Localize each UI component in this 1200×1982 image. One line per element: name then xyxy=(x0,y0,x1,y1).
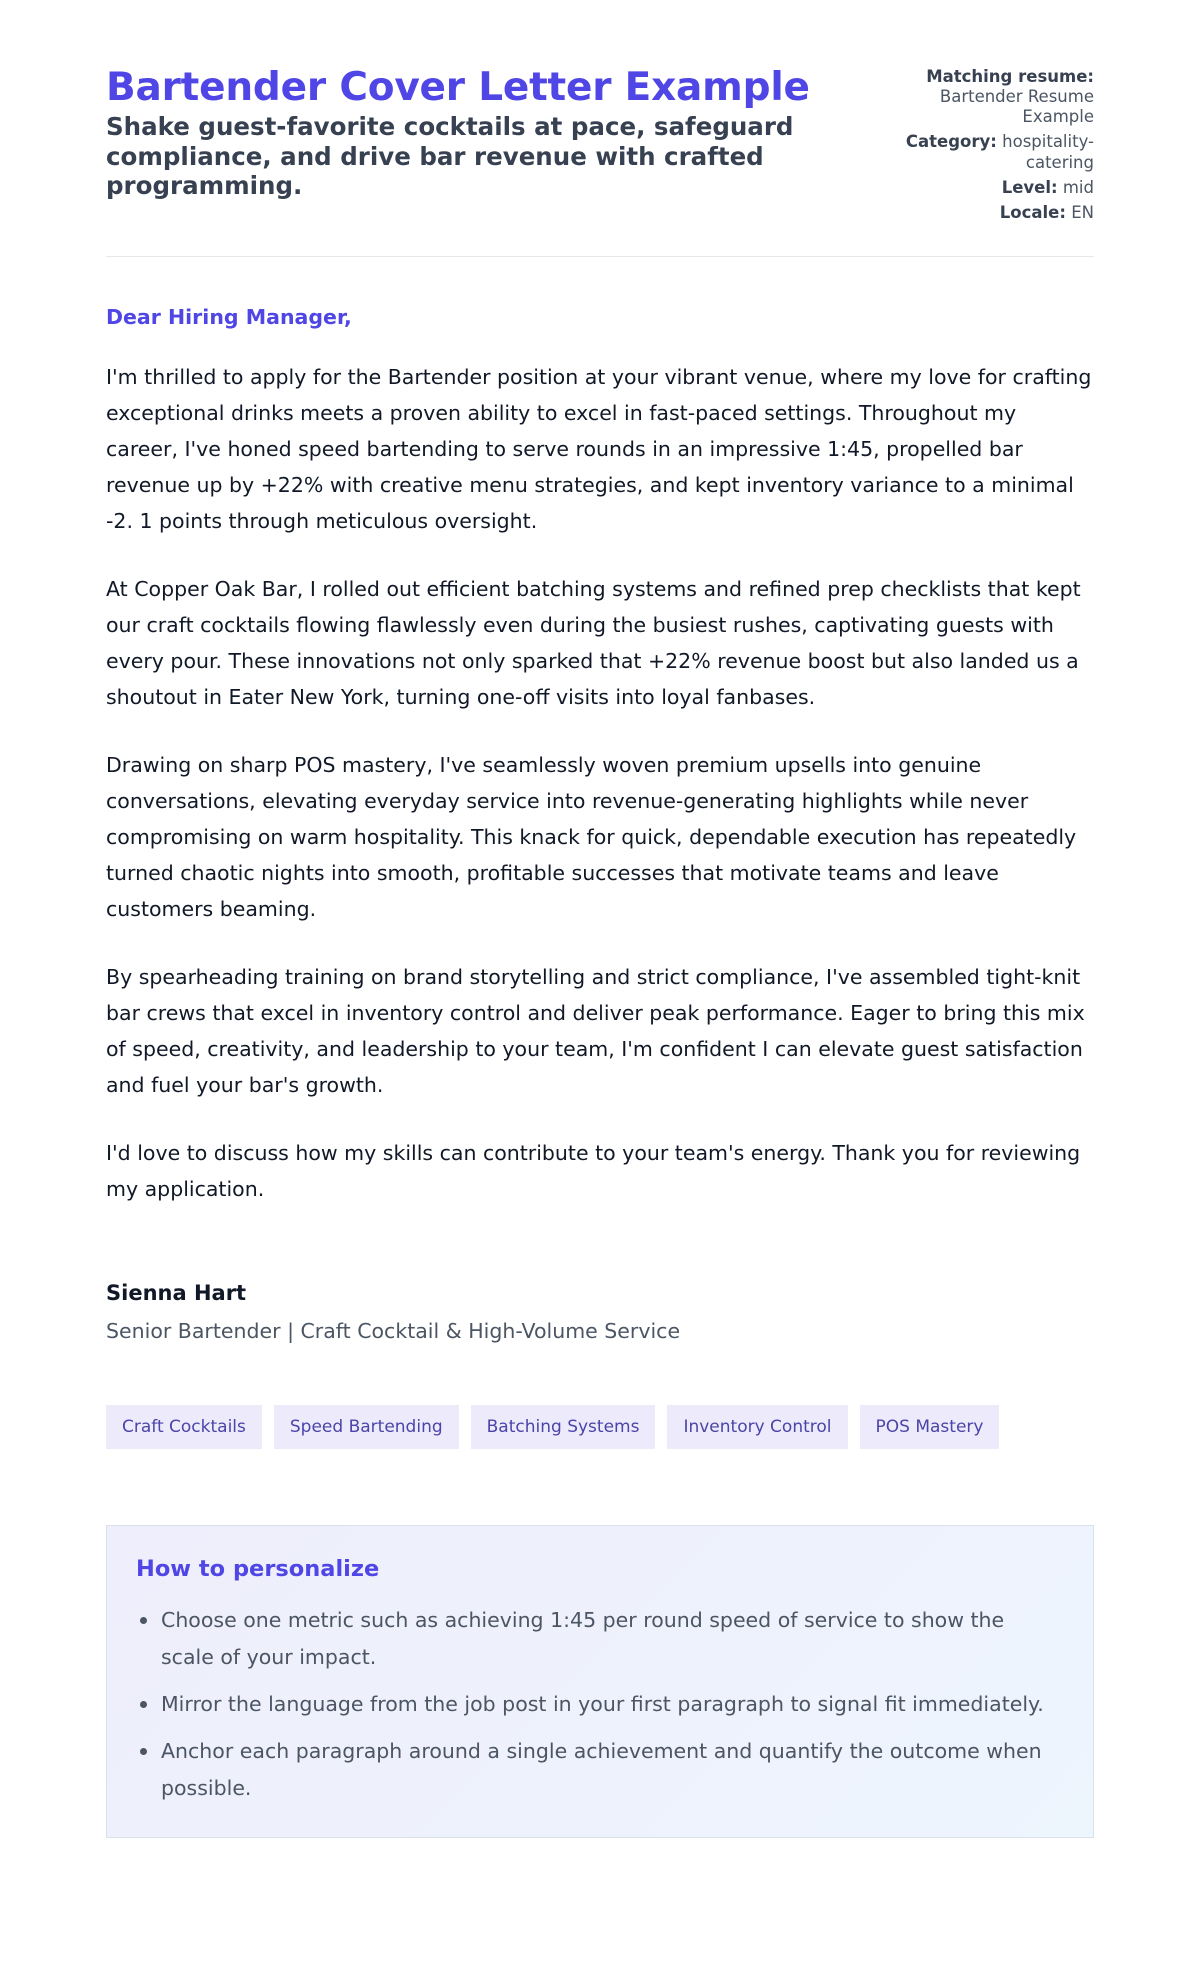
letter-paragraph: By spearheading training on brand storytelling and strict compliance, I've assembled tight-knit bar crews that excel in inventory control and deliver peak performance. Eager to bring this mix of speed, creativity, and leadership to your team, I'm confident I can elevate guest satisfaction and fuel your bar's growth. xyxy=(106,964,1085,1097)
personalize-tips-box xyxy=(106,1525,1094,1838)
tip-item xyxy=(136,1686,1063,1723)
page-title: Bartender Cover Letter Example xyxy=(106,65,810,110)
letter-paragraph: At Copper Oak Bar, I rolled out efficient batching systems and refined prep checklists that kept our craft cocktails flowing flawlessly even during the busiest rushes, captivating guests with every pour. These innovations not only sparked that +22% revenue boost but also landed us a shoutout in Eater New York, turning one-off visits into loyal fanbases. xyxy=(106,576,1081,709)
signature-title: Senior Bartender | Craft Cocktail & High-Volume Service xyxy=(106,1318,681,1343)
meta-label: Category: xyxy=(905,132,997,152)
skill-tag: Speed Bartending xyxy=(274,1405,459,1449)
meta-value: mid xyxy=(1062,177,1094,197)
meta-panel xyxy=(894,66,1094,228)
tips-list xyxy=(136,1602,1063,1807)
meta-label: Locale: xyxy=(999,202,1066,222)
greeting: Dear Hiring Manager, xyxy=(106,304,352,329)
tip-text: Mirror the language from the job post in your first paragraph to signal fit immediately. xyxy=(161,1691,1044,1716)
meta-value: Bartender Resume Example xyxy=(939,87,1094,127)
meta-value: hospitality-catering xyxy=(1002,132,1094,172)
bullet-icon xyxy=(140,1617,147,1624)
header-titles xyxy=(106,66,866,201)
bullet-icon xyxy=(140,1701,147,1708)
tip-text: Anchor each paragraph around a single achievement and quantify the outcome when possible. xyxy=(161,1738,1042,1800)
letter-paragraph: I'm thrilled to apply for the Bartender position at your vibrant venue, where my love for crafting exceptional drinks meets a proven ability to excel in fast-paced settings. Throughout my career, I've honed speed bartending to serve rounds in an impressive 1:45, propelled bar revenue up by +22% with creative menu strategies, and kept inventory variance to a minimal -2. 1 points through meticulous oversight. xyxy=(106,364,1092,533)
skill-tags xyxy=(106,1405,1094,1449)
letter-paragraph: I'd love to discuss how my skills can contribute to your team's energy. Thank you for reviewing my application. xyxy=(106,1140,1081,1201)
meta-value: EN xyxy=(1071,202,1094,222)
meta-locale xyxy=(894,203,1094,223)
meta-matching-resume xyxy=(894,67,1094,127)
skill-tag: Batching Systems xyxy=(471,1405,656,1449)
tip-text: Choose one metric such as achieving 1:45 per round speed of service to show the scale of your impact. xyxy=(161,1607,1005,1669)
meta-label: Matching resume: xyxy=(926,67,1094,86)
skill-tag: Inventory Control xyxy=(667,1405,847,1449)
meta-category xyxy=(894,132,1094,172)
signature-name: Sienna Hart xyxy=(106,1280,247,1305)
meta-label: Level: xyxy=(1001,177,1058,197)
page-subtitle: Shake guest-favorite cocktails at pace, safeguard compliance, and drive bar revenue with crafted programming. xyxy=(106,111,794,201)
skill-tag: Craft Cocktails xyxy=(106,1405,262,1449)
tips-title: How to personalize xyxy=(136,1555,380,1582)
letter-body xyxy=(106,305,1094,1207)
bullet-icon xyxy=(140,1748,147,1755)
skill-tag: POS Mastery xyxy=(860,1405,1000,1449)
signature-block xyxy=(106,1281,1094,1343)
tip-item xyxy=(136,1602,1063,1676)
meta-level xyxy=(894,178,1094,198)
tip-item xyxy=(136,1733,1063,1807)
page-header xyxy=(106,66,1094,257)
letter-paragraph: Drawing on sharp POS mastery, I've seamlessly woven premium upsells into genuine conversations, elevating everyday service into revenue-generating highlights while never compromising on warm hospitality. This knack for quick, dependable execution has repeatedly turned chaotic nights into smooth, profitable successes that motivate teams and leave customers beaming. xyxy=(106,752,1077,921)
